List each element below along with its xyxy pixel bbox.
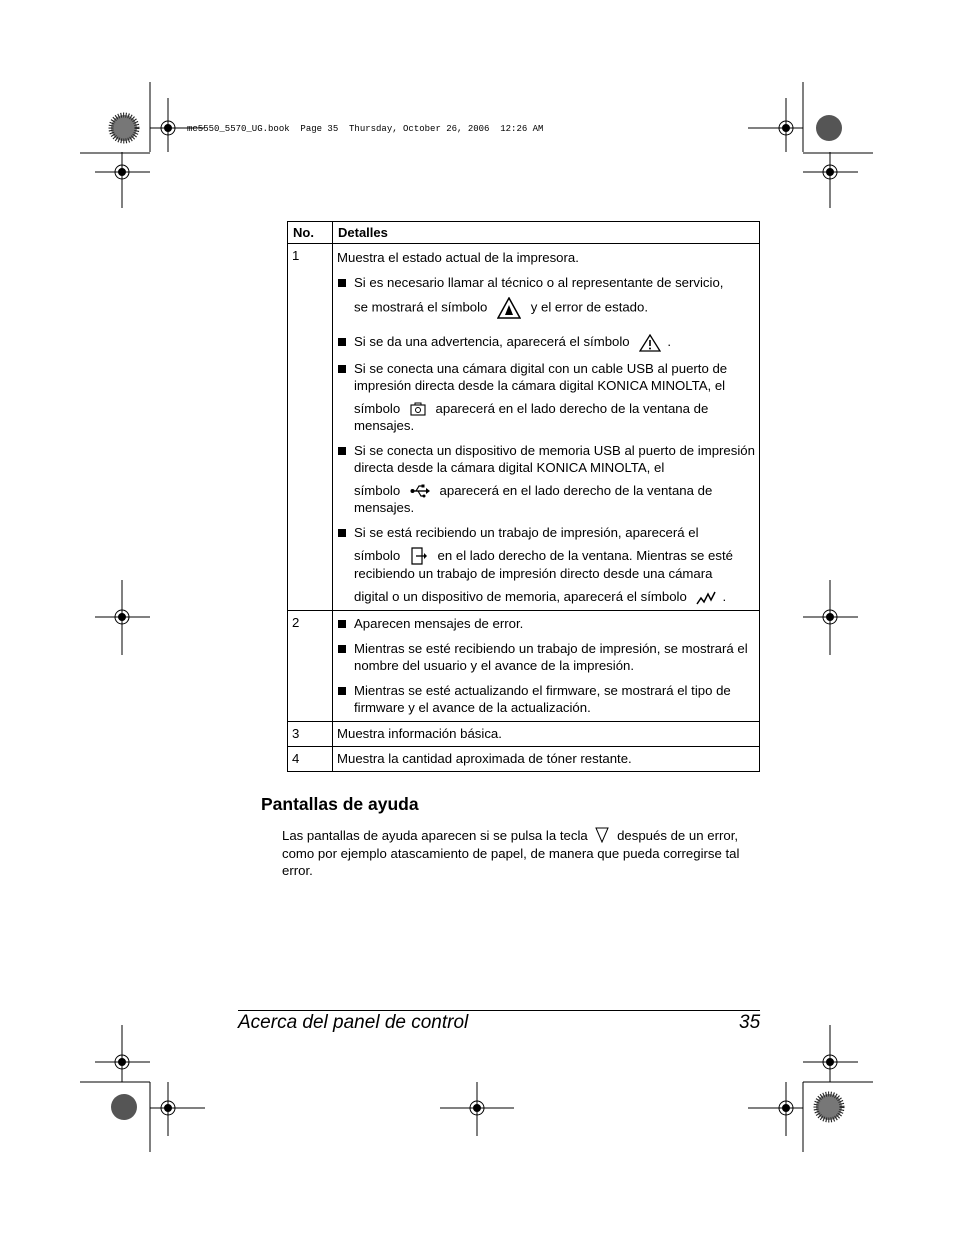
bullet-text: Si se conecta una cámara digital con un cable USB al puerto de impresión directa desde la cámara digital KONICA MINOLTA, el: [354, 360, 728, 393]
bullet-text: símbolo: [354, 547, 401, 563]
status-details-table: [287, 221, 760, 772]
usb-icon: [410, 484, 430, 498]
table-row: [288, 746, 760, 771]
footer-chapter-title: Acerca del panel de control: [238, 1012, 469, 1033]
print-job-receiving-icon: [410, 547, 428, 565]
column-header-details: Detalles: [333, 222, 760, 244]
row-number: 2: [288, 610, 333, 721]
bullet-text: y el error de estado.: [530, 299, 649, 315]
bullet-text: Si se conecta un dispositivo de memoria USB al puerto de impresión directa desde la cámara digital KONICA MINOLTA, el: [354, 442, 755, 475]
bullet-text: .: [667, 334, 671, 349]
bullet-line: [354, 547, 755, 583]
bullet-line: [354, 400, 755, 434]
bullet-line: [354, 297, 648, 319]
row-number: 3: [288, 721, 333, 746]
bullet-text: Si se da una advertencia, aparecerá el símbolo: [354, 334, 630, 349]
section-body: [282, 827, 762, 880]
row-details: Muestra la cantidad aproximada de tóner restante.: [333, 746, 760, 771]
bullet-line: [354, 588, 726, 606]
bullet-line: [354, 482, 755, 516]
bullet-text: símbolo: [354, 482, 401, 498]
bullet-text: aparecerá en el lado derecho de la ventana de mensajes.: [354, 400, 709, 433]
down-arrow-key-icon: [594, 827, 610, 843]
row-number: 1: [288, 244, 333, 611]
bullet-text: .: [722, 589, 727, 605]
body-text: después de un error, como por ejemplo atascamiento de papel, de manera que pueda corregirse tal error.: [282, 828, 740, 878]
bullet-text: se mostrará el símbolo: [354, 299, 488, 315]
bullet-item: [337, 524, 755, 606]
footer-divider: [238, 1010, 760, 1011]
camera-icon: [410, 402, 426, 416]
row-details: [333, 610, 760, 721]
column-header-no: No.: [288, 222, 333, 244]
bullet-item: [337, 274, 755, 319]
row-details: [333, 244, 760, 611]
service-call-icon: [497, 297, 521, 319]
bullet-text: símbolo: [354, 400, 401, 416]
row-details: Muestra información básica.: [333, 721, 760, 746]
bullet-text: aparecerá en el lado derecho de la ventana de mensajes.: [354, 482, 713, 515]
section-title: Pantallas de ayuda: [261, 794, 419, 814]
bullet-text: en el lado derecho de la ventana. Mientras se esté recibiendo un trabajo de impresión directo desde una cámara: [354, 547, 733, 582]
bullet-item: Aparecen mensajes de error.: [337, 615, 755, 632]
body-text: Las pantallas de ayuda aparecen si se pulsa la tecla: [282, 828, 588, 843]
bullet-text: Si es necesario llamar al técnico o al representante de servicio,: [354, 275, 724, 290]
direct-print-icon: [696, 590, 716, 606]
table-row: [288, 721, 760, 746]
bullet-item: Mientras se esté actualizando el firmware, se mostrará el tipo de firmware y el avance de la actualización.: [337, 682, 755, 716]
row-number: 4: [288, 746, 333, 771]
table-header-row: [288, 222, 760, 244]
bullet-item: [337, 442, 755, 516]
bullet-item: [337, 360, 755, 434]
bullet-item: Mientras se esté recibiendo un trabajo de impresión, se mostrará el nombre del usuario y el avance de la impresión.: [337, 640, 755, 674]
bullet-item: [337, 333, 755, 352]
print-header-line: mc5550_5570_UG.book Page 35 Thursday, October 26, 2006 12:26 AM: [187, 124, 544, 134]
bullet-text: Si se está recibiendo un trabajo de impresión, aparecerá el: [354, 524, 699, 540]
table-row: [288, 610, 760, 721]
bullet-text: digital o un dispositivo de memoria, aparecerá el símbolo: [354, 589, 687, 605]
table-row: [288, 244, 760, 611]
page-number: 35: [739, 1012, 761, 1033]
warning-icon: [639, 334, 661, 352]
row-intro: Muestra el estado actual de la impresora.: [337, 250, 579, 265]
